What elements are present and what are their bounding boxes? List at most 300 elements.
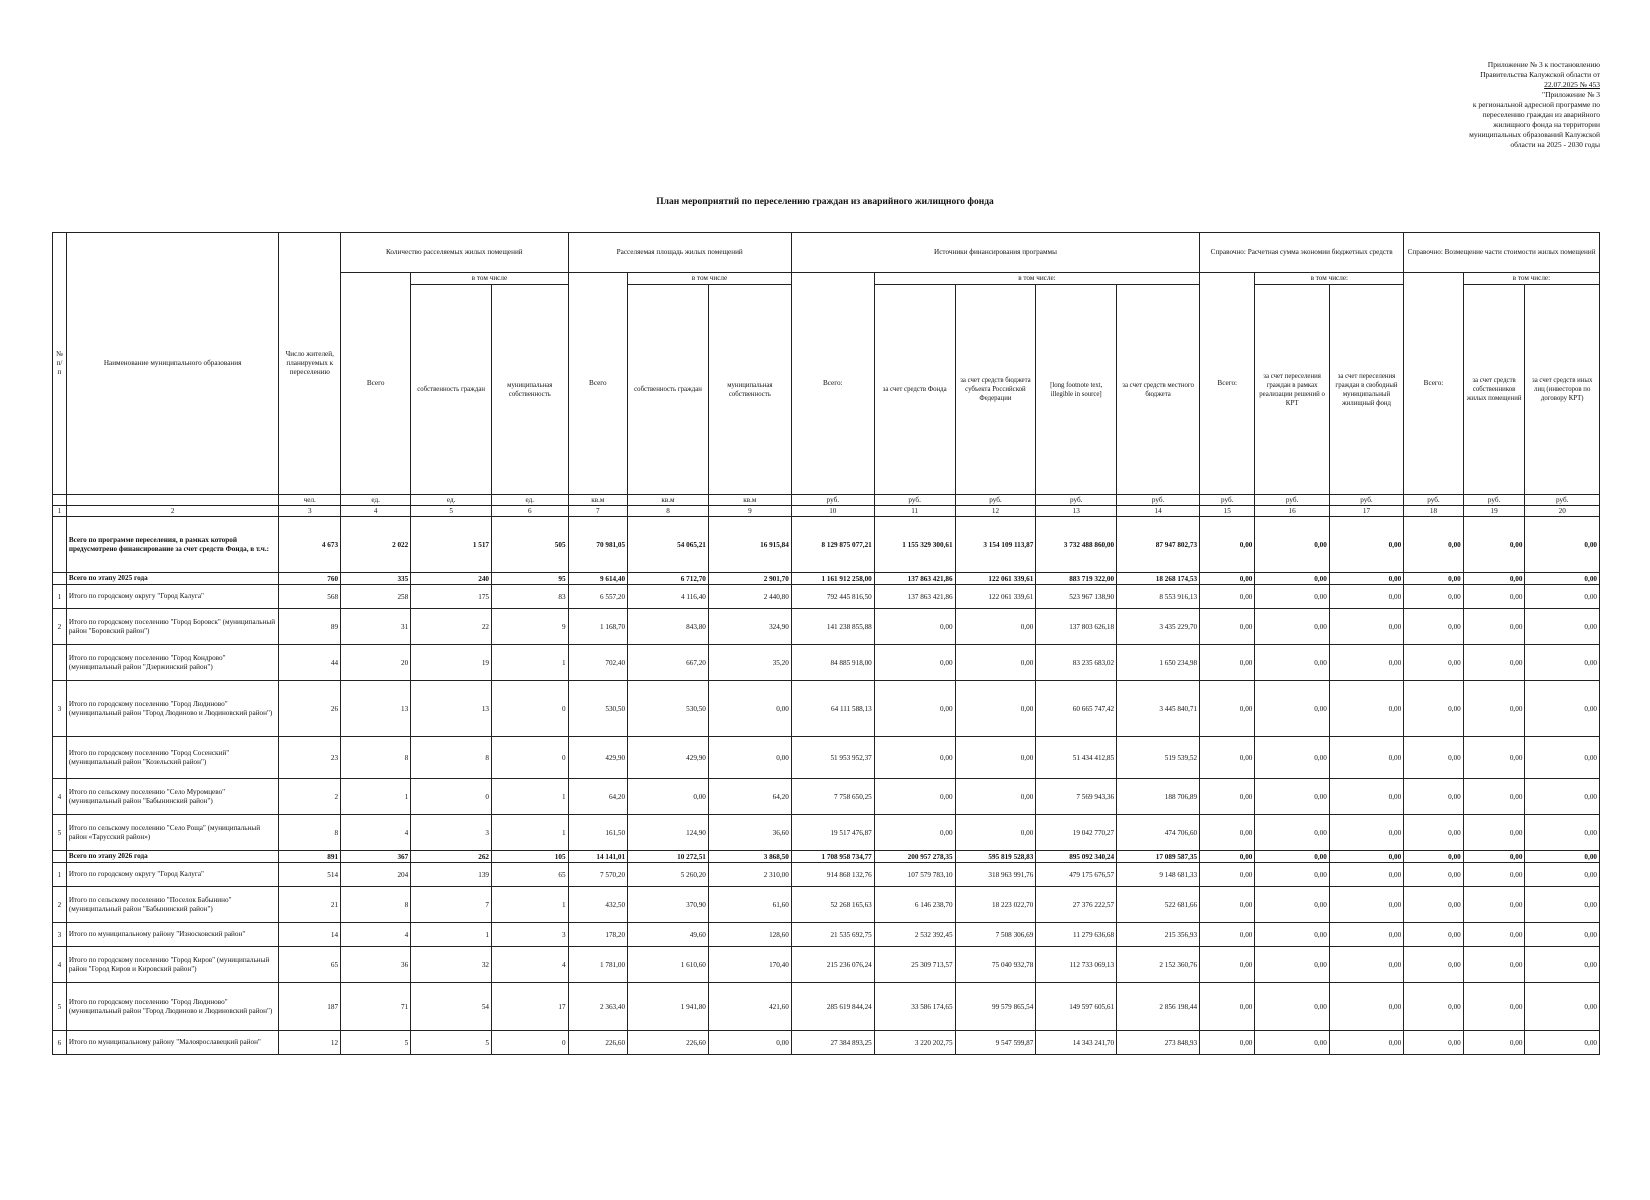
value-cell: 595 819 528,83 [955,851,1036,863]
fin-total-header: Всего: [791,273,874,495]
value-cell: 0,00 [1329,681,1403,737]
value-cell: 0,00 [1525,517,1600,573]
row-index: 5 [53,983,67,1031]
value-cell: 4 [492,947,569,983]
value-cell: 8 129 875 077,21 [791,517,874,573]
value-cell: 0,00 [1329,573,1403,585]
municipality-name: Итого по городскому поселению "Город Сосенский" (муниципальный район "Козельский район") [66,737,279,779]
value-cell: 0,00 [1525,779,1600,815]
value-cell: 215 236 076,24 [791,947,874,983]
value-cell: 0,00 [1525,947,1600,983]
table-row [53,645,1600,681]
value-cell: 22 [411,609,492,645]
value-cell: 0,00 [955,609,1036,645]
column-number-cell: 4 [341,506,411,517]
value-cell: 0,00 [874,737,955,779]
value-cell: 0,00 [1200,863,1255,887]
value-cell: 87 947 802,73 [1117,517,1200,573]
value-cell: 0,00 [1525,923,1600,947]
unit-cell: руб. [874,495,955,506]
value-cell: 65 [279,947,341,983]
value-cell: 21 535 692,75 [791,923,874,947]
value-cell: 35,20 [708,645,791,681]
row-index [53,851,67,863]
value-cell: 0,00 [1525,737,1600,779]
savings-free-fund-header: за счет переселения граждан в свободный муниципальный жилищный фонд [1329,285,1403,495]
fin-subject-header: за счет средств бюджета субъекта Российской Федерации [955,285,1036,495]
value-cell: 0,00 [1255,947,1329,983]
fin-fund-header: за счет средств Фонда [874,285,955,495]
value-cell: 14 141,01 [568,851,628,863]
table-row [53,887,1600,923]
value-cell: 13 [411,681,492,737]
value-cell: 0,00 [1255,585,1329,609]
value-cell: 12 [279,1031,341,1055]
value-cell: 0,00 [1404,681,1464,737]
value-cell: 0,00 [1329,983,1403,1031]
value-cell: 0,00 [1200,923,1255,947]
value-cell: 0,00 [1255,779,1329,815]
value-cell: 128,60 [708,923,791,947]
column-number-cell: 19 [1463,506,1525,517]
value-cell: 0,00 [1404,851,1464,863]
municipality-name: Итого по сельскому поселению "Поселок Бабынино" (муниципальный район "Бабынинский район") [66,887,279,923]
value-cell: 18 223 022,70 [955,887,1036,923]
value-cell: 95 [492,573,569,585]
value-cell: 262 [411,851,492,863]
area-municipal-header: муниципальная собственность [708,285,791,495]
value-cell: 83 235 683,02 [1036,645,1117,681]
table-row [53,737,1600,779]
value-cell: 70 981,05 [568,517,628,573]
value-cell: 324,90 [708,609,791,645]
value-cell: 474 706,60 [1117,815,1200,851]
table-row [53,863,1600,887]
value-cell: 8 553 916,13 [1117,585,1200,609]
value-cell: 8 [279,815,341,851]
value-cell: 0,00 [1200,573,1255,585]
value-cell: 0,00 [1200,887,1255,923]
value-cell: 4 [341,815,411,851]
value-cell: 18 268 174,53 [1117,573,1200,585]
unit-cell: руб. [1463,495,1525,506]
value-cell: 122 061 339,61 [955,585,1036,609]
value-cell: 2 152 360,76 [1117,947,1200,983]
area-citizens-header: собственность граждан [628,285,709,495]
table-row [53,1031,1600,1055]
column-number-cell: 14 [1117,506,1200,517]
value-cell: 0,00 [708,681,791,737]
value-cell: 258 [341,585,411,609]
value-cell: 429,90 [568,737,628,779]
value-cell: 44 [279,645,341,681]
value-cell: 36,60 [708,815,791,851]
municipality-name: Всего по этапу 2026 года [66,851,279,863]
table-row [53,947,1600,983]
value-cell: 1 161 912 258,00 [791,573,874,585]
column-number-cell: 10 [791,506,874,517]
area-incl-header: в том числе [628,273,792,285]
column-number-cell: 2 [66,506,279,517]
value-cell: 0,00 [1404,863,1464,887]
value-cell: 514 [279,863,341,887]
value-cell: 5 [411,1031,492,1055]
value-cell: 0,00 [874,681,955,737]
municipality-name: Итого по городскому округу "Город Калуга" [66,585,279,609]
value-cell: 1 517 [411,517,492,573]
value-cell: 9 [492,609,569,645]
value-cell: 0,00 [955,645,1036,681]
fin-regional-freed-header: [long footnote text, illegible in source] [1036,285,1117,495]
value-cell: 370,90 [628,887,709,923]
value-cell: 7 758 650,25 [791,779,874,815]
value-cell: 124,90 [628,815,709,851]
value-cell: 843,80 [628,609,709,645]
value-cell: 0,00 [1255,573,1329,585]
value-cell: 7 508 306,69 [955,923,1036,947]
count-incl-header: в том числе [411,273,568,285]
value-cell: 31 [341,609,411,645]
municipality-name: Итого по сельскому поселению "Село Роща" (муниципальный район «Тарусский район») [66,815,279,851]
value-cell: 0,00 [1329,887,1403,923]
value-cell: 16 915,84 [708,517,791,573]
value-cell: 2 856 198,44 [1117,983,1200,1031]
header-line: "Приложение № 3 [1542,90,1600,99]
unit-cell [66,495,279,506]
units-row [53,495,1600,506]
unit-cell: кв.м [568,495,628,506]
value-cell: 161,50 [568,815,628,851]
value-cell: 0,00 [874,815,955,851]
value-cell: 215 356,93 [1117,923,1200,947]
value-cell: 105 [492,851,569,863]
value-cell: 0,00 [1463,923,1525,947]
value-cell: 122 061 339,61 [955,573,1036,585]
value-cell: 175 [411,585,492,609]
value-cell: 2 440,80 [708,585,791,609]
value-cell: 71 [341,983,411,1031]
row-index: 4 [53,779,67,815]
fin-local-header: за счет средств местного бюджета [1117,285,1200,495]
value-cell: 0,00 [1404,815,1464,851]
header-line: переселению граждан из аварийного [1482,110,1600,119]
value-cell: 3 445 840,71 [1117,681,1200,737]
value-cell: 26 [279,681,341,737]
financing-group-header: Источники финансирования программы [791,233,1199,273]
value-cell: 0,00 [1404,983,1464,1031]
value-cell: 0,00 [1463,947,1525,983]
unit-cell: руб. [791,495,874,506]
area-total-header: Всего [568,273,628,495]
value-cell: 170,40 [708,947,791,983]
value-cell: 4 [341,923,411,947]
column-number-cell: 11 [874,506,955,517]
value-cell: 3 435 229,70 [1117,609,1200,645]
value-cell: 32 [411,947,492,983]
value-cell: 17 [492,983,569,1031]
value-cell: 0,00 [1463,815,1525,851]
value-cell: 1 [492,815,569,851]
value-cell: 1 [492,779,569,815]
table-row [53,585,1600,609]
value-cell: 200 957 278,35 [874,851,955,863]
value-cell: 0 [492,737,569,779]
value-cell: 0,00 [1329,609,1403,645]
municipality-name: Итого по городскому поселению "Город Людиново" (муниципальный район "Город Людиново и Людиновский район") [66,983,279,1031]
value-cell: 0,00 [1404,887,1464,923]
value-cell: 54 065,21 [628,517,709,573]
value-cell: 25 309 713,57 [874,947,955,983]
value-cell: 792 445 816,50 [791,585,874,609]
column-number-cell: 5 [411,506,492,517]
value-cell: 0,00 [1329,779,1403,815]
value-cell: 2 532 392,45 [874,923,955,947]
value-cell: 914 868 132,76 [791,863,874,887]
value-cell: 429,90 [628,737,709,779]
value-cell: 64 111 588,13 [791,681,874,737]
unit-cell [53,495,67,506]
value-cell: 0,00 [1200,681,1255,737]
header-line: области на 2025 - 2030 годы [1510,140,1600,149]
unit-cell: руб. [1255,495,1329,506]
value-cell: 188 706,89 [1117,779,1200,815]
value-cell: 0,00 [1463,779,1525,815]
table-row [53,815,1600,851]
value-cell: 1 155 329 300,61 [874,517,955,573]
value-cell: 187 [279,983,341,1031]
value-cell: 0,00 [1463,585,1525,609]
value-cell: 6 557,20 [568,585,628,609]
header-line: муниципальных образований Калужской [1469,130,1600,139]
count-total-header: Всего [341,273,411,495]
value-cell: 0 [492,681,569,737]
value-cell: 0,00 [1525,645,1600,681]
municipality-name: Итого по муниципальному району "Малоярославецкий район" [66,1031,279,1055]
row-index: 1 [53,863,67,887]
value-cell: 0,00 [1463,1031,1525,1055]
value-cell: 137 863 421,86 [874,573,955,585]
municipality-name: Итого по городскому поселению "Город Людиново" (муниципальный район "Город Людиново и Людиновский район") [66,681,279,737]
value-cell: 0,00 [1255,851,1329,863]
value-cell: 0,00 [1525,851,1600,863]
savings-total-header: Всего: [1200,273,1255,495]
value-cell: 1 941,80 [628,983,709,1031]
document-title: План мероприятий по переселению граждан из аварийного жилищного фонда [656,197,994,207]
fin-incl-header: в том числе: [874,273,1199,285]
value-cell: 51 434 412,85 [1036,737,1117,779]
value-cell: 2 901,70 [708,573,791,585]
value-cell: 0,00 [1255,609,1329,645]
value-cell: 0,00 [1255,737,1329,779]
value-cell: 0,00 [874,645,955,681]
header-line: жилищного фонда на территории [1493,120,1600,129]
total-row [53,851,1600,863]
value-cell: 226,60 [568,1031,628,1055]
value-cell: 0,00 [1404,517,1464,573]
value-cell: 107 579 783,10 [874,863,955,887]
value-cell: 0,00 [1329,1031,1403,1055]
unit-cell: руб. [1036,495,1117,506]
value-cell: 0,00 [1255,815,1329,851]
value-cell: 0,00 [1404,609,1464,645]
value-cell: 0,00 [955,681,1036,737]
value-cell: 0,00 [955,815,1036,851]
row-index [53,737,67,779]
value-cell: 27 384 893,25 [791,1031,874,1055]
table-body [53,517,1600,1055]
total-row [53,573,1600,585]
value-cell: 0,00 [955,737,1036,779]
value-cell: 0,00 [1255,517,1329,573]
value-cell: 0,00 [1525,609,1600,645]
count-group-header: Количество расселяемых жилых помещений [341,233,569,273]
value-cell: 51 953 952,37 [791,737,874,779]
value-cell: 0,00 [1463,737,1525,779]
value-cell: 883 719 322,00 [1036,573,1117,585]
value-cell: 5 260,20 [628,863,709,887]
value-cell: 891 [279,851,341,863]
value-cell: 0,00 [1404,573,1464,585]
value-cell: 20 [341,645,411,681]
value-cell: 0,00 [1200,609,1255,645]
value-cell: 9 148 681,33 [1117,863,1200,887]
value-cell: 273 848,93 [1117,1031,1200,1055]
value-cell: 19 517 476,87 [791,815,874,851]
column-number-cell: 15 [1200,506,1255,517]
value-cell: 0,00 [1329,947,1403,983]
value-cell: 0,00 [1329,923,1403,947]
value-cell: 335 [341,573,411,585]
municipality-name: Всего по этапу 2025 года [66,573,279,585]
column-number-cell: 8 [628,506,709,517]
value-cell: 52 268 165,63 [791,887,874,923]
value-cell: 2 310,00 [708,863,791,887]
value-cell: 0,00 [1525,983,1600,1031]
column-number-cell: 12 [955,506,1036,517]
value-cell: 1 168,70 [568,609,628,645]
value-cell: 0,00 [1200,983,1255,1031]
value-cell: 0,00 [1463,517,1525,573]
header-line: к региональной адресной программе по [1472,100,1600,109]
unit-cell: ед. [411,495,492,506]
value-cell: 0,00 [1463,887,1525,923]
value-cell: 14 343 241,70 [1036,1031,1117,1055]
value-cell: 23 [279,737,341,779]
value-cell: 19 [411,645,492,681]
value-cell: 0,00 [1255,887,1329,923]
column-numbers-row [53,506,1600,517]
row-index [53,645,67,681]
value-cell: 0,00 [1525,585,1600,609]
value-cell: 75 040 932,78 [955,947,1036,983]
value-cell: 1 [492,645,569,681]
column-number-cell: 3 [279,506,341,517]
value-cell: 0,00 [1329,737,1403,779]
value-cell: 0,00 [1200,779,1255,815]
total-row [53,517,1600,573]
value-cell: 0,00 [1404,737,1464,779]
value-cell: 0,00 [1525,573,1600,585]
value-cell: 65 [492,863,569,887]
value-cell: 702,40 [568,645,628,681]
value-cell: 1 781,00 [568,947,628,983]
value-cell: 178,20 [568,923,628,947]
column-number-cell: 17 [1329,506,1403,517]
value-cell: 0,00 [874,609,955,645]
resettlement-plan-table [52,232,1600,1055]
value-cell: 0,00 [1329,815,1403,851]
municipality-name: Итого по муниципальному району "Износковский район" [66,923,279,947]
unit-cell: ед. [492,495,569,506]
value-cell: 64,20 [708,779,791,815]
value-cell: 2 363,40 [568,983,628,1031]
value-cell: 0,00 [628,779,709,815]
value-cell: 0,00 [1255,863,1329,887]
value-cell: 4 673 [279,517,341,573]
value-cell: 568 [279,585,341,609]
value-cell: 0,00 [1200,815,1255,851]
value-cell: 0,00 [1255,923,1329,947]
value-cell: 84 885 918,00 [791,645,874,681]
municipality-name: Итого по городскому поселению "Город Кондрово" (муниципальный район "Дзержинский район") [66,645,279,681]
value-cell: 0,00 [1525,815,1600,851]
row-index: 2 [53,887,67,923]
value-cell: 3 220 202,75 [874,1031,955,1055]
value-cell: 3 868,50 [708,851,791,863]
row-index: 4 [53,947,67,983]
value-cell: 285 619 844,24 [791,983,874,1031]
column-number-cell: 9 [708,506,791,517]
row-index: 3 [53,681,67,737]
value-cell: 0,00 [1329,851,1403,863]
value-cell: 0,00 [1525,1031,1600,1055]
value-cell: 0,00 [1200,851,1255,863]
value-cell: 54 [411,983,492,1031]
header-line: Правительства Калужской области от [1480,70,1600,79]
value-cell: 3 154 109 113,87 [955,517,1036,573]
comp-owners-header: за счет средств собственников жилых помещений [1463,285,1525,495]
column-number-cell: 20 [1525,506,1600,517]
value-cell: 895 092 340,24 [1036,851,1117,863]
value-cell: 8 [411,737,492,779]
value-cell: 33 586 174,65 [874,983,955,1031]
value-cell: 0,00 [1525,887,1600,923]
column-number-cell: 1 [53,506,67,517]
value-cell: 0,00 [1463,983,1525,1031]
value-cell: 0,00 [1404,645,1464,681]
value-cell: 2 022 [341,517,411,573]
value-cell: 60 665 747,42 [1036,681,1117,737]
value-cell: 0,00 [1255,645,1329,681]
value-cell: 11 279 636,68 [1036,923,1117,947]
value-cell: 64,20 [568,779,628,815]
value-cell: 7 [411,887,492,923]
header-line: 22.07.2025 № 453 [1544,80,1600,89]
value-cell: 760 [279,573,341,585]
value-cell: 667,20 [628,645,709,681]
count-municipal-header: муниципальная собственность [492,285,569,495]
row-index [53,573,67,585]
value-cell: 0,00 [1404,779,1464,815]
value-cell: 7 569 943,36 [1036,779,1117,815]
value-cell: 0,00 [1463,645,1525,681]
row-index: 2 [53,609,67,645]
unit-cell: руб. [955,495,1036,506]
value-cell: 0,00 [1404,1031,1464,1055]
row-index: 1 [53,585,67,609]
value-cell: 367 [341,851,411,863]
table-row [53,779,1600,815]
